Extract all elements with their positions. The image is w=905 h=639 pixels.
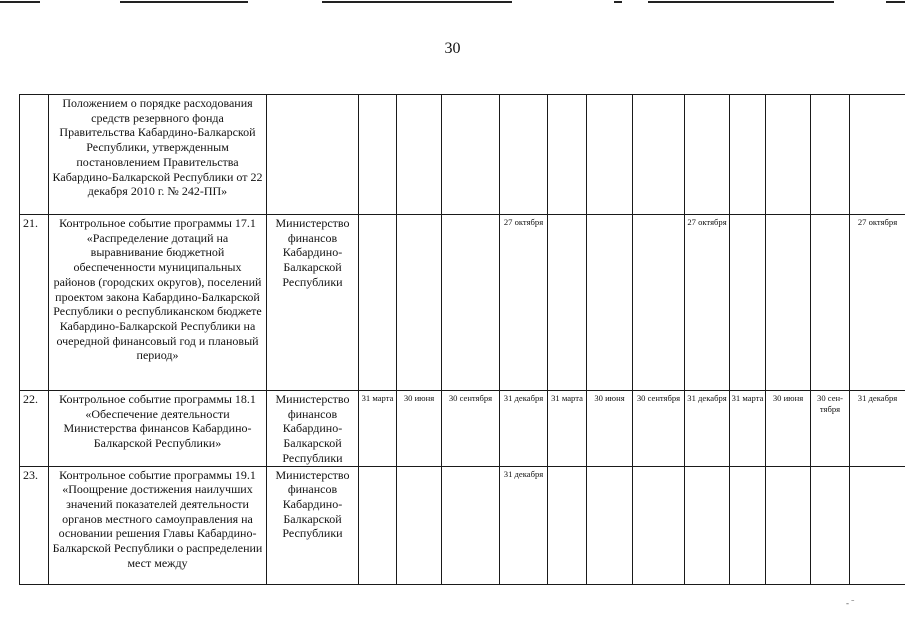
date-cell: 30 июня — [397, 391, 442, 467]
date-cell: 30 сен-тября — [811, 391, 850, 467]
event-description: Контрольное событие программы 18.1 «Обеспечение деятельности Министерства финансов Кабардино-Балкарской Республики» — [49, 391, 267, 467]
date-cell — [548, 95, 587, 215]
responsible-executor: Министерство финансов Кабардино-Балкарской Республики — [267, 391, 359, 467]
date-cell — [730, 215, 766, 391]
scan-edge-line-2 — [120, 1, 248, 3]
table-body — [20, 95, 905, 585]
row-number: 21. — [20, 215, 49, 391]
row-number: 22. — [20, 391, 49, 467]
date-cell — [587, 95, 633, 215]
date-cell — [397, 95, 442, 215]
date-cell — [587, 466, 633, 584]
date-cell: 31 декабря — [685, 391, 730, 467]
event-description: Положением о порядке расходования средств резервного фонда Правительства Кабардино-Балкарской Республики, утвержденным постановлением Правительства Кабардино-Балкарской Республики от 22 декабря 2010 г. № 242-ПП» — [49, 95, 267, 215]
responsible-executor — [267, 95, 359, 215]
date-cell — [811, 215, 850, 391]
date-cell — [766, 466, 811, 584]
page-number: 30 — [444, 40, 461, 57]
date-cell: 30 июня — [587, 391, 633, 467]
date-cell: 31 марта — [359, 391, 397, 467]
date-cell — [359, 215, 397, 391]
date-cell — [500, 95, 548, 215]
date-cell: 30 сентября — [442, 391, 500, 467]
date-cell — [811, 95, 850, 215]
date-cell — [730, 466, 766, 584]
date-cell — [766, 215, 811, 391]
date-cell — [397, 466, 442, 584]
scan-artifact-mark: - ˉ — [846, 598, 855, 608]
table-row — [20, 215, 905, 391]
table-row — [20, 391, 905, 467]
scan-edge-line-4 — [614, 1, 622, 3]
responsible-executor: Министерство финансов Кабардино-Балкарской Республики — [267, 215, 359, 391]
date-cell — [442, 95, 500, 215]
date-cell — [442, 466, 500, 584]
date-cell — [685, 466, 730, 584]
date-cell — [850, 466, 905, 584]
date-cell: 31 декабря — [850, 391, 905, 467]
date-cell: 31 марта — [730, 391, 766, 467]
table-row — [20, 95, 905, 215]
date-cell — [359, 95, 397, 215]
date-cell: 30 июня — [766, 391, 811, 467]
date-cell — [587, 215, 633, 391]
control-events-table — [19, 94, 905, 585]
date-cell — [633, 466, 685, 584]
date-cell: 31 декабря — [500, 391, 548, 467]
table-row — [20, 466, 905, 584]
responsible-executor: Министерство финансов Кабардино-Балкарской Республики — [267, 466, 359, 584]
date-cell — [850, 95, 905, 215]
date-cell — [548, 215, 587, 391]
scan-edge-line-1 — [0, 1, 40, 3]
date-cell: 27 октября — [850, 215, 905, 391]
date-cell — [811, 466, 850, 584]
date-cell — [730, 95, 766, 215]
date-cell — [766, 95, 811, 215]
event-description: Контрольное событие программы 19.1 «Поощрение достижения наилучших значений показателей деятельности органов местного самоуправления на основании решения Главы Кабардино-Балкарской Республики о распределении мест между — [49, 466, 267, 584]
date-cell — [359, 466, 397, 584]
row-number: 23. — [20, 466, 49, 584]
date-cell: 31 марта — [548, 391, 587, 467]
date-cell — [685, 95, 730, 215]
date-cell: 31 декабря — [500, 466, 548, 584]
date-cell — [633, 95, 685, 215]
row-number — [20, 95, 49, 215]
date-cell — [442, 215, 500, 391]
scan-edge-line-3 — [322, 1, 512, 3]
date-cell: 30 сентября — [633, 391, 685, 467]
scan-edge-line-5 — [648, 1, 834, 3]
scan-edge-line-6 — [886, 1, 905, 3]
date-cell: 27 октября — [685, 215, 730, 391]
date-cell — [633, 215, 685, 391]
event-description: Контрольное событие программы 17.1 «Распределение дотаций на выравнивание бюджетной обеспеченности муниципальных районов (городских округов), поселений проектом закона Кабардино-Балкарской Республики о республиканском бюджете Кабардино-Балкарской Республики на очередной финансовый год и плановый период» — [49, 215, 267, 391]
date-cell: 27 октября — [500, 215, 548, 391]
date-cell — [397, 215, 442, 391]
date-cell — [548, 466, 587, 584]
